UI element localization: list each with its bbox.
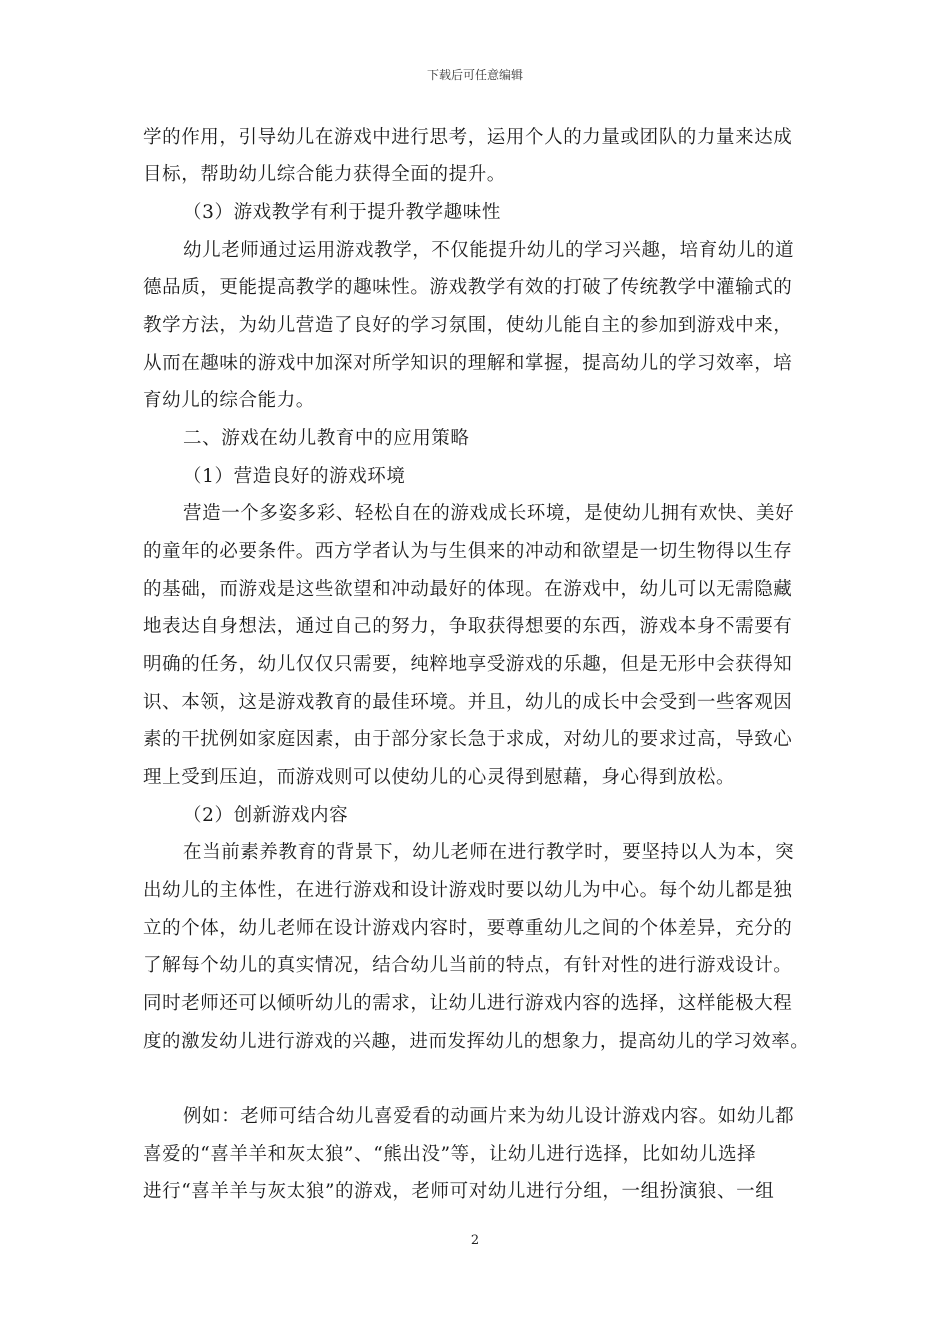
text-line: 教学方法，为幼儿营造了良好的学习氛围，使幼儿能自主的参加到游戏中来，	[143, 315, 793, 336]
text-line: 从而在趣味的游戏中加深对所学知识的理解和掌握，提高幼儿的学习效率，培	[143, 353, 793, 374]
text-line: 德品质，更能提高教学的趣味性。游戏教学有效的打破了传统教学中灌输式的	[143, 277, 793, 298]
page-number: 2	[470, 1233, 480, 1248]
text-line: 幼儿老师通过运用游戏教学，不仅能提升幼儿的学习兴趣，培育幼儿的道	[183, 240, 795, 261]
text-line: 育幼儿的综合能力。	[143, 390, 315, 411]
text-line: 学的作用，引导幼儿在游戏中进行思考，运用个人的力量或团队的力量来达成	[143, 127, 793, 148]
text-line: 明确的任务，幼儿仅仅只需要，纯粹地享受游戏的乐趣，但是无形中会获得知	[143, 654, 793, 675]
text-line: 在当前素养教育的背景下，幼儿老师在进行教学时，要坚持以人为本，突	[183, 842, 795, 863]
text-line: 地表达自身想法，通过自己的努力，争取获得想要的东西，游戏本身不需要有	[143, 616, 793, 637]
text-line: 进行“喜羊羊与灰太狼”的游戏，老师可对幼儿进行分组，一组扮演狼、一组	[143, 1181, 775, 1202]
text-line: 理上受到压迫，而游戏则可以使幼儿的心灵得到慰藉，身心得到放松。	[143, 767, 736, 788]
section-heading: 二、游戏在幼儿教育中的应用策略	[183, 428, 470, 449]
text-line: 出幼儿的主体性，在进行游戏和设计游戏时要以幼儿为中心。每个幼儿都是独	[143, 880, 793, 901]
text-line: 了解每个幼儿的真实情况，结合幼儿当前的特点，有针对性的进行游戏设计。	[143, 955, 793, 976]
text-line: 识、本领，这是游戏教育的最佳环境。并且，幼儿的成长中会受到一些客观因	[143, 692, 793, 713]
text-line: 喜爱的“喜羊羊和灰太狼”、“熊出没”等，让幼儿进行选择，比如幼儿选择	[143, 1144, 757, 1165]
text-line: 同时老师还可以倾听幼儿的需求，让幼儿进行游戏内容的选择，这样能极大程	[143, 993, 793, 1014]
text-line: 例如：老师可结合幼儿喜爱看的动画片来为幼儿设计游戏内容。如幼儿都	[183, 1106, 795, 1127]
section-heading: （2）创新游戏内容	[183, 805, 349, 826]
text-line: 立的个体，幼儿老师在设计游戏内容时，要尊重幼儿之间的个体差异，充分的	[143, 918, 793, 939]
text-line: 目标，帮助幼儿综合能力获得全面的提升。	[143, 164, 506, 185]
text-line: 的基础，而游戏是这些欲望和冲动最好的体现。在游戏中，幼儿可以无需隐藏	[143, 579, 793, 600]
section-heading: （3）游戏教学有利于提升教学趣味性	[183, 202, 501, 223]
text-line: 素的干扰例如家庭因素，由于部分家长急于求成，对幼儿的要求过高，导致心	[143, 729, 793, 750]
section-heading: （1）营造良好的游戏环境	[183, 466, 406, 487]
text-line: 度的激发幼儿进行游戏的兴趣，进而发挥幼儿的想象力，提高幼儿的学习效率。	[143, 1031, 810, 1052]
text-line: 营造一个多姿多彩、轻松自在的游戏成长环境，是使幼儿拥有欢快、美好	[183, 503, 795, 524]
page-header: 下载后可任意编辑	[426, 68, 523, 82]
text-line: 的童年的必要条件。西方学者认为与生俱来的冲动和欲望是一切生物得以生存	[143, 541, 793, 562]
